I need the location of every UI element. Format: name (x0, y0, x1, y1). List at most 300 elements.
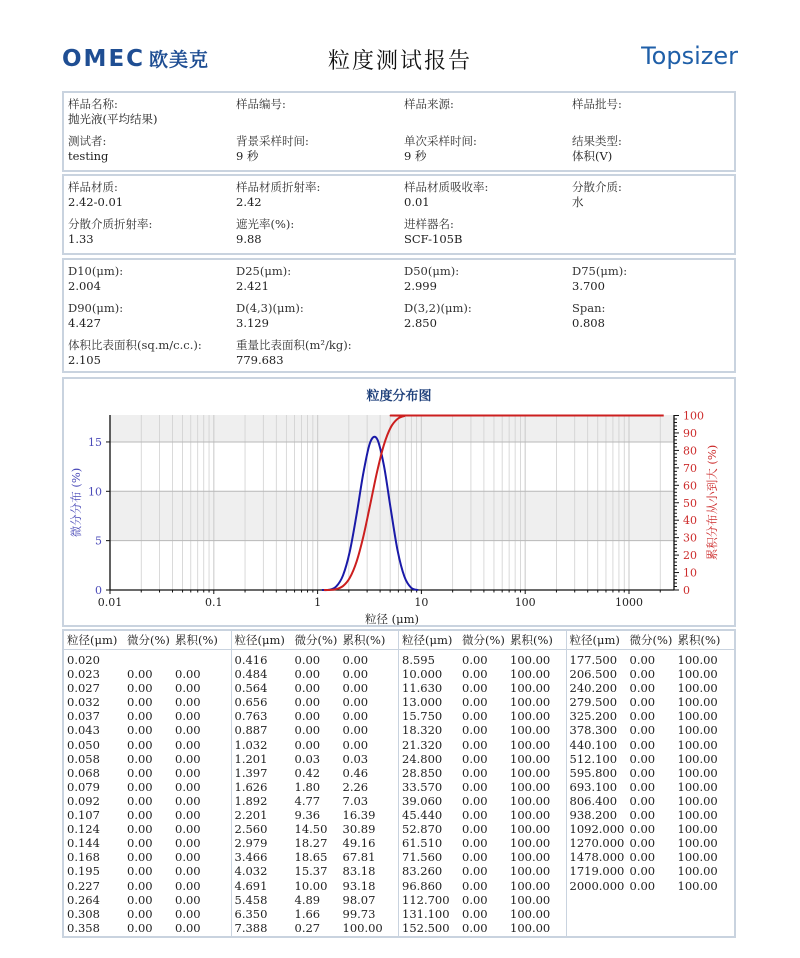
info-field (572, 97, 738, 127)
size-cell: 206.500 (569, 667, 618, 682)
differential-cell: 0.00 (629, 681, 656, 696)
differential-cell: 0.00 (127, 878, 153, 893)
table-row (399, 864, 566, 878)
table-row (232, 752, 399, 766)
field-value: 1.33 (68, 232, 94, 246)
field-value: 2.421 (236, 279, 269, 293)
cumulative-cell: 0.00 (175, 822, 201, 837)
info-field (236, 301, 404, 331)
column-header: 微分(%) (127, 633, 170, 647)
differential-cell: 0.00 (462, 779, 488, 794)
report-title: 粒度测试报告 (327, 49, 472, 74)
cumulative-cell: 100.00 (677, 822, 718, 837)
size-cell: 1.397 (234, 765, 268, 780)
differential-cell: 0.00 (462, 765, 488, 780)
table-row (399, 836, 566, 850)
y-tick-label: 10 (88, 485, 102, 499)
report-header (0, 0, 800, 88)
differential-cell: 0.00 (127, 836, 153, 851)
field-label: 重量比表面积(m²/kg): (236, 338, 352, 352)
info-field (236, 97, 404, 127)
info-field (572, 217, 738, 247)
table-row (399, 653, 566, 667)
size-cell: 15.750 (402, 709, 443, 724)
table-row (232, 808, 399, 822)
size-cell: 5.458 (234, 892, 268, 907)
table-row (64, 921, 231, 935)
column-header: 累积(%) (510, 633, 553, 647)
differential-cell: 10.00 (294, 878, 328, 893)
size-cell: 2.979 (234, 836, 268, 851)
cumulative-cell: 100.00 (677, 695, 718, 710)
info-field (404, 264, 572, 294)
size-cell: 4.691 (234, 878, 268, 893)
differential-cell: 0.00 (127, 822, 153, 837)
field-label: D90(μm): (68, 301, 124, 315)
differential-cell: 0.00 (629, 751, 656, 766)
differential-cell: 18.27 (294, 836, 328, 851)
field-label: 背景采样时间: (236, 134, 309, 148)
table-row (567, 695, 735, 709)
differential-cell: 0.00 (127, 765, 153, 780)
table-row (232, 681, 399, 695)
y2-tick-label: 90 (683, 426, 697, 440)
differential-cell: 0.00 (294, 737, 321, 752)
cumulative-cell: 93.18 (342, 878, 376, 893)
field-label: 样品材质吸收率: (404, 180, 489, 194)
y-tick-label: 0 (95, 584, 102, 597)
table-row (232, 709, 399, 723)
cumulative-cell: 0.00 (175, 765, 201, 780)
info-field (236, 338, 404, 368)
field-value: 2.004 (68, 279, 101, 293)
differential-cell: 0.27 (294, 920, 321, 935)
column-header: 微分(%) (294, 633, 338, 647)
size-cell: 131.100 (402, 906, 450, 921)
grid-band (110, 415, 674, 442)
table-row (399, 879, 566, 893)
differential-cell: 4.77 (294, 793, 321, 808)
field-value: 9 秒 (236, 149, 259, 163)
differential-cell: 0.00 (629, 709, 656, 724)
table-row (64, 836, 231, 850)
field-label: 样品来源: (404, 97, 454, 111)
y2-tick-label: 0 (683, 584, 690, 597)
size-cell: 24.800 (402, 751, 443, 766)
differential-cell: 0.00 (127, 808, 153, 823)
field-label: 体积比表面积(sq.m/c.c.): (68, 338, 202, 352)
cumulative-cell: 0.00 (175, 836, 201, 851)
table-row (64, 752, 231, 766)
cumulative-cell: 0.00 (175, 667, 201, 682)
differential-cell: 0.00 (127, 709, 153, 724)
table-row (567, 794, 735, 808)
differential-cell: 0.00 (462, 822, 488, 837)
table-row (399, 681, 566, 695)
differential-cell: 0.00 (127, 737, 153, 752)
differential-cell: 0.00 (462, 709, 488, 724)
table-row (567, 822, 735, 836)
size-cell: 71.560 (402, 850, 443, 865)
info-field (404, 97, 572, 127)
cumulative-cell: 0.00 (175, 681, 201, 696)
field-value: 抛光液(平均结果) (68, 112, 158, 126)
table-row (64, 695, 231, 709)
table-row (567, 681, 735, 695)
cumulative-cell: 0.00 (342, 653, 369, 667)
differential-cell: 18.65 (294, 850, 328, 865)
size-cell: 1.032 (234, 737, 268, 752)
cumulative-cell: 100.00 (677, 653, 718, 667)
column-header: 累积(%) (175, 633, 218, 647)
size-cell: 52.870 (402, 822, 443, 837)
field-label: D25(μm): (236, 264, 292, 278)
cumulative-cell: 100.00 (510, 906, 551, 921)
differential-cell: 0.00 (629, 737, 656, 752)
cumulative-cell: 100.00 (677, 667, 718, 682)
field-value: 0.01 (404, 195, 430, 209)
size-cell: 39.060 (402, 793, 443, 808)
table-row (64, 653, 231, 667)
x-tick-label: 1000 (615, 596, 643, 609)
table-row (232, 738, 399, 752)
table-row (567, 752, 735, 766)
differential-cell: 0.00 (294, 667, 321, 682)
table-row (232, 653, 399, 667)
size-cell: 0.416 (234, 653, 268, 667)
size-cell: 177.500 (569, 653, 618, 667)
table-row (399, 907, 566, 921)
table-row (64, 667, 231, 681)
differential-cell: 0.00 (294, 723, 321, 738)
table-row (232, 766, 399, 780)
table-row (232, 794, 399, 808)
table-row (399, 893, 566, 907)
field-value: 0.808 (572, 316, 605, 330)
size-cell: 0.264 (67, 892, 100, 907)
differential-cell: 0.00 (127, 779, 153, 794)
column-header: 粒径(μm) (67, 633, 118, 647)
cumulative-cell: 100.00 (677, 723, 718, 738)
table-row (567, 766, 735, 780)
differential-cell: 0.00 (462, 864, 488, 879)
cumulative-cell: 100.00 (510, 850, 551, 865)
cumulative-cell: 100.00 (510, 709, 551, 724)
field-value: 3.700 (572, 279, 605, 293)
differential-cell: 0.00 (127, 681, 153, 696)
table-header (567, 631, 735, 650)
size-cell: 938.200 (569, 808, 618, 823)
cumulative-cell: 0.00 (342, 723, 369, 738)
cumulative-cell: 0.00 (175, 864, 201, 879)
info-field (572, 301, 738, 331)
cumulative-cell: 0.03 (342, 751, 369, 766)
size-cell: 33.570 (402, 779, 443, 794)
table-row (567, 836, 735, 850)
size-cell: 152.500 (402, 920, 450, 935)
differential-cell: 0.00 (462, 723, 488, 738)
column-header: 累积(%) (677, 633, 721, 647)
differential-cell: 0.00 (462, 808, 488, 823)
cumulative-cell: 30.89 (342, 822, 376, 837)
cumulative-cell: 2.26 (342, 779, 369, 794)
table-row (399, 794, 566, 808)
results-panel (62, 258, 736, 373)
cumulative-cell: 7.03 (342, 793, 369, 808)
size-cell: 0.168 (67, 850, 100, 865)
cumulative-cell: 100.00 (677, 709, 718, 724)
y-tick-label: 15 (88, 435, 102, 449)
table-row (567, 808, 735, 822)
field-value: 体积(V) (572, 149, 613, 163)
cumulative-cell: 100.00 (510, 808, 551, 823)
size-cell: 0.032 (67, 695, 100, 710)
size-cell: 0.564 (234, 681, 268, 696)
info-field (68, 180, 236, 210)
cumulative-cell: 100.00 (510, 892, 551, 907)
field-value: 2.42-0.01 (68, 195, 124, 209)
field-label: D(3,2)(μm): (404, 301, 472, 315)
field-value: 2.105 (68, 353, 101, 367)
size-cell: 4.032 (234, 864, 268, 879)
differential-cell: 0.00 (462, 667, 488, 682)
size-cell: 0.144 (67, 836, 100, 851)
y2-tick-label: 80 (683, 444, 697, 458)
differential-cell: 0.03 (294, 751, 321, 766)
cumulative-cell: 100.00 (510, 836, 551, 851)
differential-cell: 0.00 (462, 695, 488, 710)
field-label: D10(μm): (68, 264, 124, 278)
cumulative-cell: 100.00 (510, 920, 551, 935)
differential-cell: 0.00 (629, 808, 656, 823)
size-cell: 0.058 (67, 751, 100, 766)
y2-tick-label: 30 (683, 531, 697, 545)
table-row (64, 850, 231, 864)
size-cell: 0.027 (67, 681, 100, 696)
differential-cell: 0.00 (629, 723, 656, 738)
cumulative-cell: 0.00 (175, 850, 201, 865)
differential-cell: 0.00 (629, 878, 656, 893)
y2-tick-label: 100 (683, 409, 704, 423)
cumulative-cell: 0.00 (175, 808, 201, 823)
size-cell: 18.320 (402, 723, 443, 738)
differential-cell: 0.00 (629, 695, 656, 710)
cumulative-cell: 100.00 (510, 681, 551, 696)
cumulative-cell: 0.00 (342, 709, 369, 724)
y2-axis-title: 累积分布从小到大 (%) (705, 444, 719, 561)
table-column-group (567, 631, 735, 936)
size-cell: 21.320 (402, 737, 443, 752)
table-row (232, 864, 399, 878)
field-value: 2.42 (236, 195, 262, 209)
field-label: 遮光率(%): (236, 217, 295, 231)
size-cell: 61.510 (402, 836, 443, 851)
material-info-panel (62, 174, 736, 255)
x-axis-title: 粒径 (μm) (364, 612, 420, 625)
info-field (572, 180, 738, 210)
cumulative-cell: 16.39 (342, 808, 376, 823)
size-cell: 3.466 (234, 850, 268, 865)
table-row (232, 907, 399, 921)
table-row (64, 907, 231, 921)
size-cell: 693.100 (569, 779, 618, 794)
table-column-group (399, 631, 567, 936)
cumulative-cell: 100.00 (677, 864, 718, 879)
table-row (232, 836, 399, 850)
differential-cell: 0.00 (629, 793, 656, 808)
table-row (399, 738, 566, 752)
field-label: 进样器名: (404, 217, 454, 231)
differential-cell: 4.89 (294, 892, 321, 907)
differential-cell: 14.50 (294, 822, 328, 837)
size-cell: 0.107 (67, 808, 100, 823)
cumulative-cell: 0.00 (175, 737, 201, 752)
size-cell: 0.050 (67, 737, 100, 752)
size-cell: 806.400 (569, 793, 618, 808)
differential-cell: 0.00 (462, 836, 488, 851)
differential-cell: 1.80 (294, 779, 321, 794)
table-row (567, 667, 735, 681)
table-row (64, 808, 231, 822)
differential-cell: 0.00 (462, 892, 488, 907)
differential-cell: 0.00 (462, 793, 488, 808)
x-tick-label: 0.1 (205, 596, 223, 609)
info-field (404, 217, 572, 247)
size-cell: 1270.000 (569, 836, 625, 851)
field-value: SCF-105B (404, 232, 463, 246)
cumulative-cell: 83.18 (342, 864, 376, 879)
x-tick-label: 10 (414, 596, 429, 609)
differential-cell: 0.00 (127, 751, 153, 766)
differential-cell: 0.00 (127, 723, 153, 738)
data-table-panel (62, 629, 736, 938)
cumulative-cell: 100.00 (677, 779, 718, 794)
size-cell: 1478.000 (569, 850, 625, 865)
table-row (64, 681, 231, 695)
table-row (64, 794, 231, 808)
size-cell: 28.850 (402, 765, 443, 780)
size-cell: 96.860 (402, 878, 443, 893)
differential-cell: 0.00 (629, 836, 656, 851)
table-row (399, 822, 566, 836)
info-field (68, 264, 236, 294)
field-label: D50(μm): (404, 264, 460, 278)
size-cell: 0.887 (234, 723, 268, 738)
table-header (399, 631, 566, 650)
y2-tick-label: 50 (683, 496, 697, 510)
size-cell: 7.388 (234, 920, 268, 935)
column-header: 微分(%) (629, 633, 673, 647)
cumulative-cell: 0.00 (175, 779, 201, 794)
differential-cell: 0.00 (127, 892, 153, 907)
cumulative-cell: 100.00 (677, 878, 718, 893)
differential-cell: 0.00 (127, 864, 153, 879)
distribution-chart (64, 379, 734, 625)
size-cell: 0.020 (67, 653, 100, 667)
cumulative-cell: 0.00 (342, 695, 369, 710)
cumulative-cell: 100.00 (510, 878, 551, 893)
size-cell: 279.500 (569, 695, 618, 710)
distribution-chart-panel (62, 377, 736, 627)
table-row (64, 893, 231, 907)
field-value: 3.129 (236, 316, 269, 330)
field-label: Span: (572, 301, 606, 315)
y2-tick-label: 60 (683, 479, 697, 493)
field-label: 样品编号: (236, 97, 286, 111)
y-tick-label: 5 (95, 534, 102, 548)
y2-tick-label: 40 (683, 514, 697, 528)
table-header (232, 631, 399, 650)
differential-cell (127, 653, 175, 667)
cumulative-cell: 0.00 (175, 892, 201, 907)
info-field (404, 301, 572, 331)
size-cell: 0.358 (67, 920, 100, 935)
differential-cell: 1.66 (294, 906, 321, 921)
logo-chinese: 欧美克 (149, 49, 210, 71)
table-row (232, 695, 399, 709)
field-value: testing (68, 149, 109, 163)
cumulative-cell: 0.00 (342, 667, 369, 682)
table-row (232, 921, 399, 935)
size-cell: 11.630 (402, 681, 443, 696)
cumulative-cell: 0.00 (175, 906, 201, 921)
size-cell: 1719.000 (569, 864, 625, 879)
differential-cell: 0.00 (127, 667, 153, 682)
info-field (68, 97, 236, 127)
table-row (232, 667, 399, 681)
size-cell: 0.068 (67, 765, 100, 780)
field-label: D(4,3)(μm): (236, 301, 304, 315)
cumulative-cell: 0.00 (175, 695, 201, 710)
cumulative-cell: 49.16 (342, 836, 376, 851)
cumulative-cell: 99.73 (342, 906, 376, 921)
cumulative-cell: 100.00 (510, 723, 551, 738)
size-cell: 0.023 (67, 667, 100, 682)
cumulative-cell: 100.00 (510, 695, 551, 710)
table-row (567, 723, 735, 737)
differential-cell: 0.00 (127, 695, 153, 710)
cumulative-cell: 98.07 (342, 892, 376, 907)
sample-info-panel (62, 91, 736, 172)
size-cell: 1.892 (234, 793, 268, 808)
field-label: 分散介质折射率: (68, 217, 153, 231)
differential-cell: 0.00 (294, 709, 321, 724)
size-cell: 6.350 (234, 906, 268, 921)
cumulative-cell: 100.00 (510, 793, 551, 808)
info-field (572, 338, 738, 368)
size-cell: 0.037 (67, 709, 100, 724)
table-row (567, 780, 735, 794)
field-value: 4.427 (68, 316, 101, 330)
cumulative-cell: 0.46 (342, 765, 369, 780)
size-cell: 112.700 (402, 892, 450, 907)
field-label: 分散介质: (572, 180, 622, 194)
differential-cell: 0.00 (294, 695, 321, 710)
cumulative-cell: 100.00 (677, 793, 718, 808)
cumulative-cell: 0.00 (175, 723, 201, 738)
column-header: 粒径(μm) (569, 633, 620, 647)
cumulative-cell: 100.00 (342, 920, 383, 935)
size-cell: 0.124 (67, 822, 100, 837)
table-row (64, 780, 231, 794)
y2-tick-label: 10 (683, 566, 697, 580)
info-field (236, 264, 404, 294)
table-row (567, 850, 735, 864)
differential-cell: 0.00 (629, 850, 656, 865)
info-field (404, 180, 572, 210)
table-row (567, 864, 735, 878)
cumulative-cell: 0.00 (342, 737, 369, 752)
